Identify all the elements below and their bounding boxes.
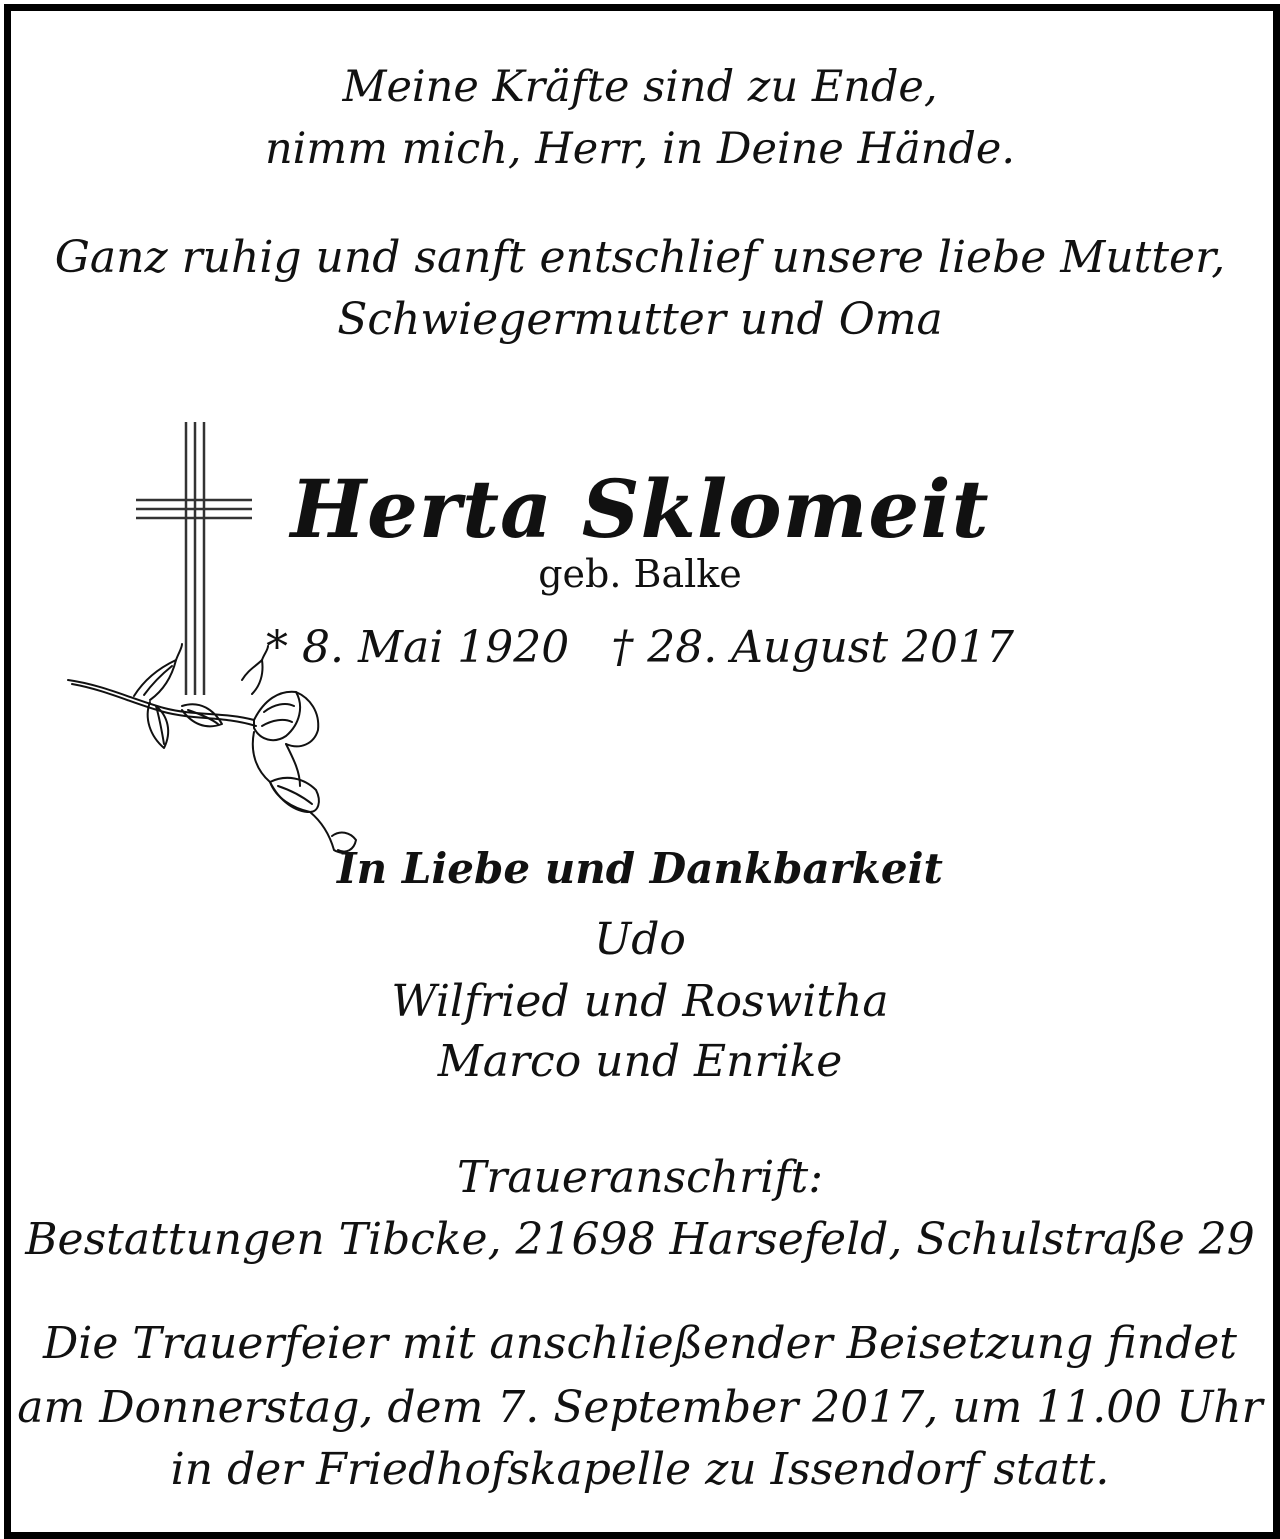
announcement-line-1: Ganz ruhig und sanft entschlief unsere liebe Mutter,	[54, 232, 1226, 283]
deceased-name: Herta Sklomeit	[290, 462, 990, 556]
verse-line-2: nimm mich, Herr, in Deine Hände.	[264, 124, 1016, 174]
address-label: Traueranschrift:	[456, 1152, 824, 1203]
mourner-name: Wilfried und Roswitha	[391, 976, 889, 1027]
verse-line-1: Meine Kräfte sind zu Ende,	[342, 62, 938, 112]
mourner-name: Udo	[594, 914, 686, 965]
service-line-3: in der Friedhofskapelle zu Issendorf statt.	[170, 1444, 1110, 1495]
rose-branch-icon	[64, 640, 374, 870]
mourner-name: Marco und Enrike	[437, 1036, 843, 1087]
maiden-name: geb. Balke	[538, 552, 742, 596]
service-line-1: Die Trauerfeier mit anschließender Beisetzung findet	[43, 1318, 1237, 1369]
announcement-line-2: Schwiegermutter und Oma	[337, 294, 943, 345]
mourners-heading: In Liebe und Dankbarkeit	[337, 844, 943, 893]
service-line-2: am Donnerstag, dem 7. September 2017, um 11.00 Uhr	[17, 1382, 1263, 1433]
life-dates: * 8. Mai 1920 † 28. August 2017	[265, 622, 1015, 673]
address-line: Bestattungen Tibcke, 21698 Harsefeld, Schulstraße 29	[25, 1214, 1255, 1265]
